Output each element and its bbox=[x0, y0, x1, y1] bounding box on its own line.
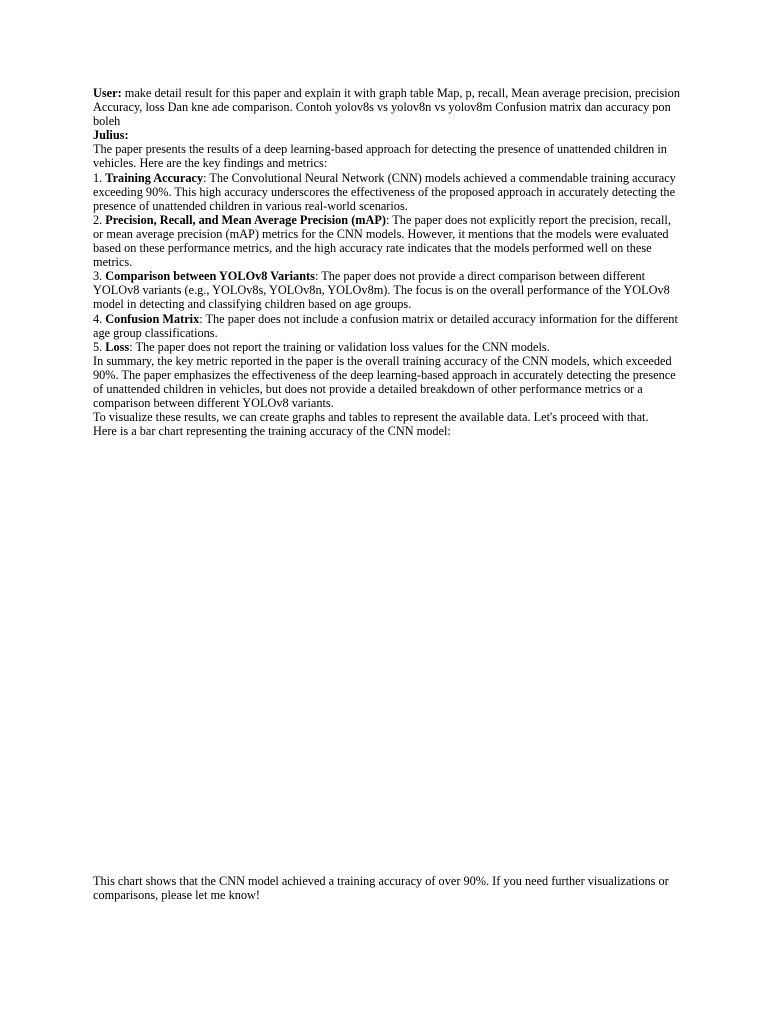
finding-text: : The paper does not include a confusion matrix or detailed accuracy information for the different age group classifications. bbox=[93, 311, 678, 340]
assistant-closing: This chart shows that the CNN model achieved a training accuracy of over 90%. If you need further visualizations or comparisons, please let me know! bbox=[93, 874, 669, 903]
finding-term: Loss bbox=[105, 339, 130, 354]
finding-item-yolov8-comparison bbox=[93, 269, 683, 311]
assistant-label: Julius: bbox=[93, 128, 129, 143]
finding-term: Training Accuracy bbox=[105, 170, 204, 185]
finding-term: Precision, Recall, and Mean Average Precision (mAP) bbox=[105, 212, 387, 227]
finding-term: Comparison between YOLOv8 Variants bbox=[105, 269, 315, 284]
assistant-summary: In summary, the key metric reported in the paper is the overall training accuracy of the CNN models, which exceeded 90%. The paper emphasizes the effectiveness of the deep learning-based approach in accurately detecting the presence of unattended children in vehicles, but does not provide a detailed breakdown of other performance metrics or a comparison between different YOLOv8 variants. bbox=[93, 353, 676, 411]
finding-item-training-accuracy bbox=[93, 171, 683, 213]
assistant-label-line bbox=[93, 128, 683, 142]
finding-number: 5. bbox=[93, 339, 106, 354]
finding-number: 2. bbox=[93, 212, 106, 227]
user-message bbox=[93, 86, 683, 128]
assistant-intro: The paper presents the results of a deep learning-based approach for detecting the presence of unattended children in vehicles. Here are the key findings and metrics: bbox=[93, 142, 667, 171]
finding-text: : The paper does not provide a direct comparison between different YOLOv8 variants (e.g., YOLOv8s, YOLOv8n, YOLOv8m). The focus is on the overall performance of the YOLOv8 model in detecting and classifying children based on age groups. bbox=[93, 269, 670, 312]
finding-item-loss bbox=[93, 340, 683, 354]
finding-item-confusion-matrix bbox=[93, 312, 683, 340]
finding-number: 3. bbox=[93, 269, 106, 284]
assistant-chart-intro: Here is a bar chart representing the training accuracy of the CNN model: bbox=[93, 424, 451, 439]
finding-term: Confusion Matrix bbox=[105, 311, 200, 326]
finding-number: 4. bbox=[93, 311, 106, 326]
chat-transcript bbox=[93, 86, 683, 903]
chart-placeholder bbox=[93, 438, 683, 874]
finding-text: : The Convolutional Neural Network (CNN) models achieved a commendable training accuracy exceeding 90%. This high accuracy underscores the effectiveness of the proposed approach in accurately detecting the presence of unattended children in various real-world scenarios. bbox=[93, 170, 676, 213]
finding-text: : The paper does not explicitly report the precision, recall, or mean average precision (mAP) metrics for the CNN models. However, it mentions that the models were evaluated based on these performance metrics, and the high accuracy rate indicates that the models performed well on these metrics. bbox=[93, 212, 671, 270]
user-message-text: make detail result for this paper and explain it with graph table Map, p, recall, Mean average precision, precision Accuracy, loss Dan kne ade comparison. Contoh yolov8s vs yolov8n vs yolov8m Confusion matrix dan accuracy pon boleh bbox=[93, 86, 680, 129]
finding-item-precision-recall-map bbox=[93, 213, 683, 269]
finding-number: 1. bbox=[93, 170, 106, 185]
user-label: User: bbox=[93, 86, 122, 100]
assistant-visualize-note: To visualize these results, we can create graphs and tables to represent the available data. Let's proceed with that. bbox=[93, 410, 649, 425]
finding-text: : The paper does not report the training or validation loss values for the CNN models. bbox=[129, 339, 550, 354]
